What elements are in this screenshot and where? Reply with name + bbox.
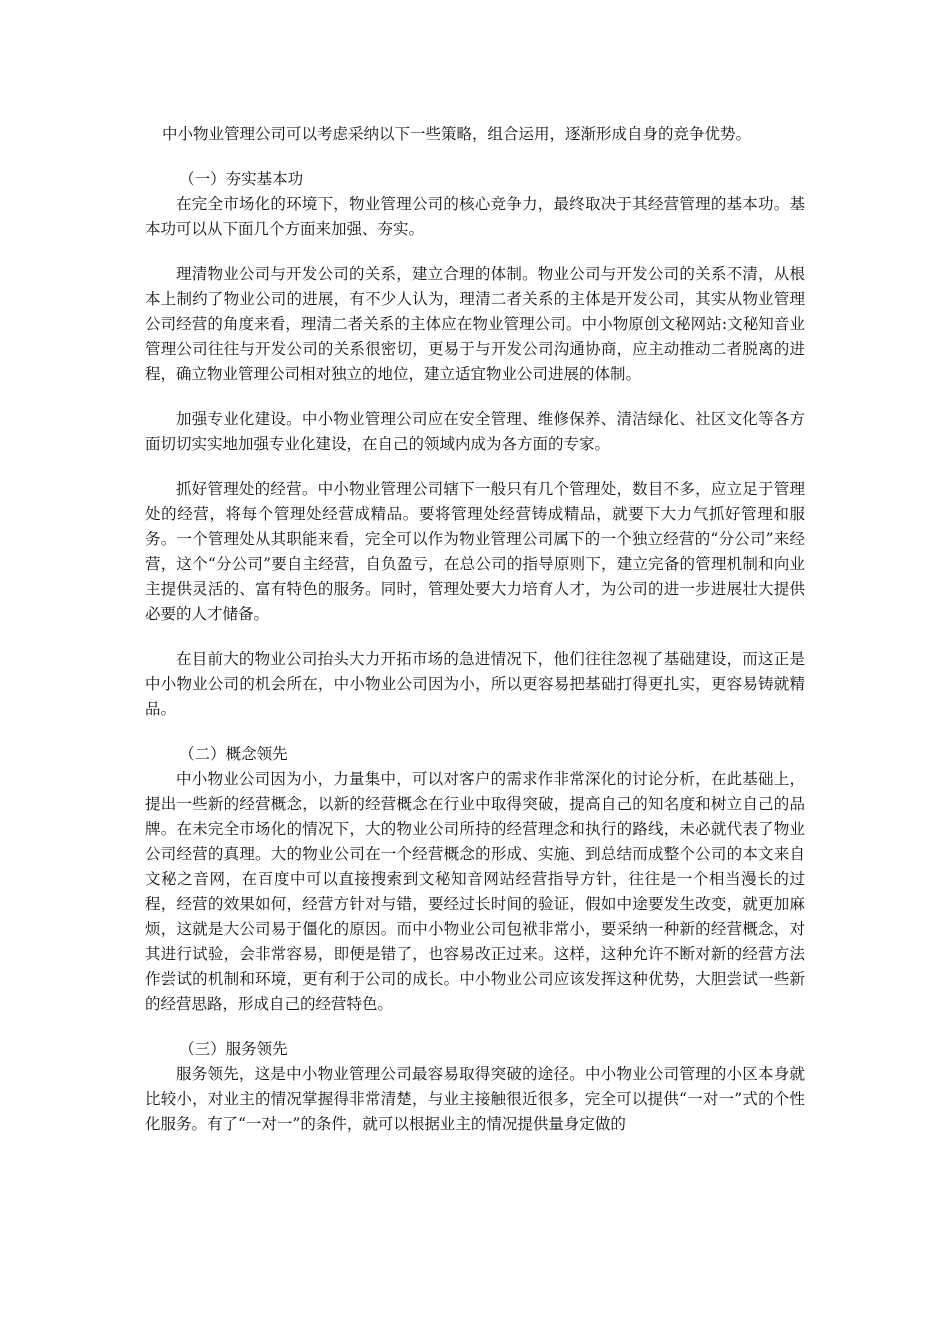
section-1-paragraph-5: 在目前大的物业公司抬头大力开拓市场的急进情况下，他们往往忽视了基础建设，而这正是中小物业公司的机会所在，中小物业公司因为小，所以更容易把基础打得更扎实，更容易铸就精品。 <box>145 650 805 718</box>
section-2-paragraph-1: 中小物业公司因为小，力量集中，可以对客户的需求作非常深化的讨论分析，在此基础上，提出一些新的经营概念，以新的经营概念在行业中取得突破，提高自己的知名度和树立自己的品牌。在未完全市场化的情况下，大的物业公司所持的经营理念和执行的路线，未必就代表了物业公司经营的真理。大的物业公司在一个经营概念的形成、实施、到总结而成整个公司的本文来自文秘之音网，在百度中可以直接搜索到文秘知音网站经营指导方针，往往是一个相当漫长的过程，经营的效果如何，经营方针对与错，要经过长时间的验证，假如中途要发生改变，就更加麻烦，这就是大公司易于僵化的原因。而中小物业公司包袱非常小，要采纳一种新的经营概念，对其进行试验，会非常容易，即便是错了，也容易改正过来。这样，这种允许不断对新的经营方法作尝试的机制和环境，更有利于公司的成长。中小物业公司应该发挥这种优势，大胆尝试一些新的经营思路，形成自己的经营特色。 <box>145 770 805 1013</box>
paragraph-gap <box>145 147 805 167</box>
section-1-paragraph-4: 抓好管理处的经营。中小物业管理公司辖下一般只有几个管理处，数目不多，应立足于管理处的经营，将每个管理处经营成精品。要将管理处经营铸成精品，就要下大力气抓好管理和服务。一个管理处从其职能来看，完全可以作为物业管理公司属下的一个独立经营的“分公司”来经营，这个“分公司”要自主经营，自负盈亏，在总公司的指导原则下，建立完备的管理机制和向业主提供灵活的、富有特色的服务。同时，管理处要大力培育人才，为公司的进一步进展壮大提供必要的人才储备。 <box>145 480 805 623</box>
paragraph-gap <box>145 242 805 262</box>
section-1-paragraph-3: 加强专业化建设。中小物业管理公司应在安全管理、维修保养、清洁绿化、社区文化等各方面切切实实地加强专业化建设，在自己的领域内成为各方面的专家。 <box>145 410 805 453</box>
paragraph-gap <box>145 722 805 742</box>
section-heading-3: （三）服务领先 <box>179 1040 288 1058</box>
section-heading-1: （一）夯实基本功 <box>179 170 304 188</box>
section-1-paragraph-1: 在完全市场化的环境下，物业管理公司的核心竞争力，最终取决于其经营管理的基本功。基本功可以从下面几个方面来加强、夯实。 <box>145 195 805 238</box>
section-3-paragraph-1: 服务领先，这是中小物业管理公司最容易取得突破的途径。中小物业公司管理的小区本身就比较小，对业主的情况掌握得非常清楚，与业主接触很近很多，完全可以提供“一对一”式的个性化服务。有了“一对一”的条件，就可以根据业主的情况提供量身定做的 <box>145 1065 805 1133</box>
paragraph-gap <box>145 1017 805 1037</box>
intro-paragraph: 中小物业管理公司可以考虑采纳以下一些策略，组合运用，逐渐形成自身的竞争优势。 <box>162 125 752 143</box>
paragraph-gap <box>145 457 805 477</box>
paragraph-gap <box>145 387 805 407</box>
document-body <box>145 122 805 1137</box>
section-1-paragraph-2: 理清物业公司与开发公司的关系，建立合理的体制。物业公司与开发公司的关系不清，从根本上制约了物业公司的进展，有不少人认为，理清二者关系的主体是开发公司，其实从物业管理公司经营的角度来看，理清二者关系的主体应在物业管理公司。中小物原创文秘网站:文秘知音业管理公司往往与开发公司的关系很密切，更易于与开发公司沟通协商，应主动推动二者脱离的进程，确立物业管理公司相对独立的地位，建立适宜物业公司进展的体制。 <box>145 265 805 383</box>
section-heading-2: （二）概念领先 <box>179 745 288 763</box>
paragraph-gap <box>145 627 805 647</box>
